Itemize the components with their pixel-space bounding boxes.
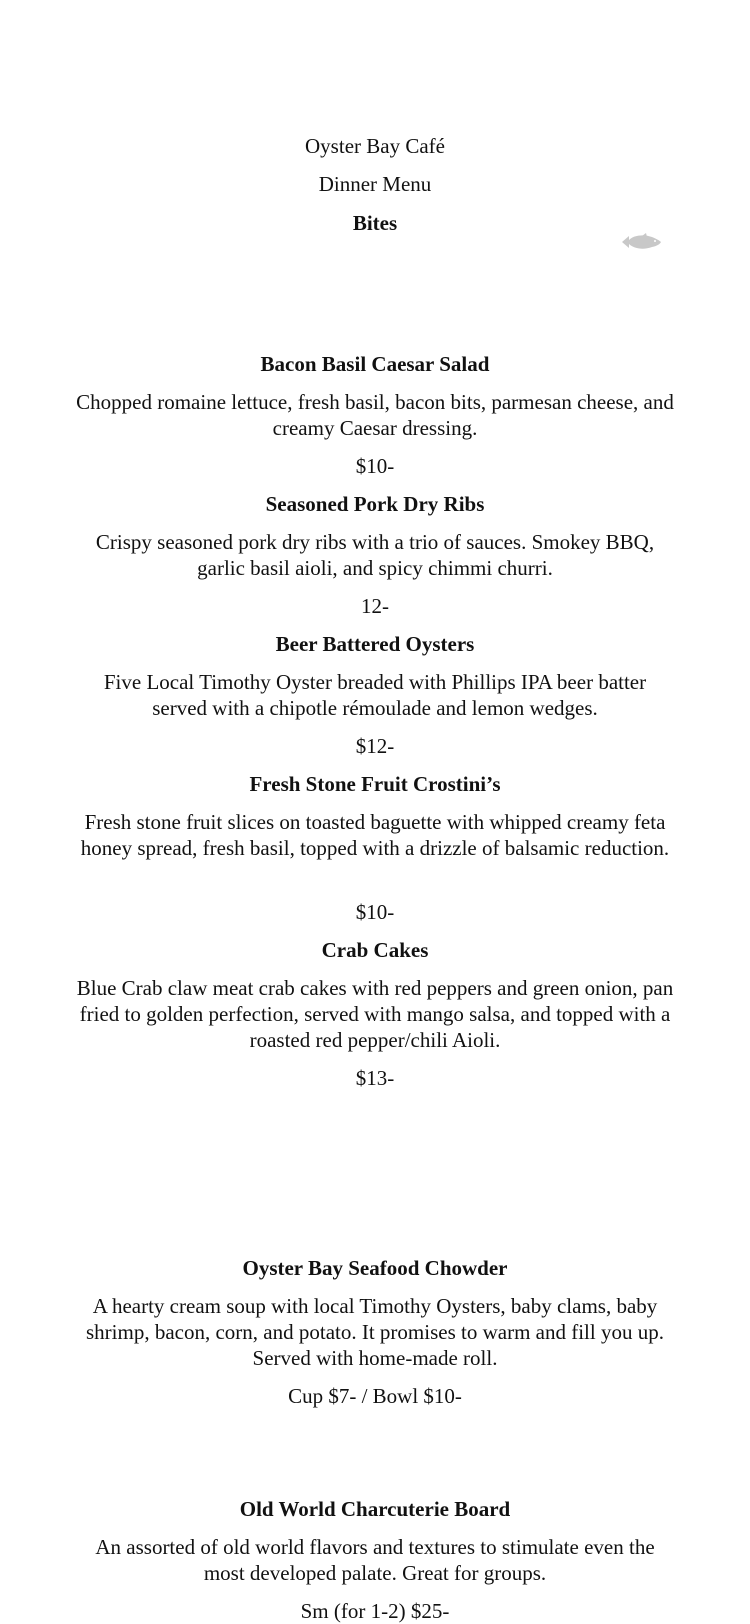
restaurant-name: Oyster Bay Café	[305, 134, 445, 158]
menu-item-description: Chopped romaine lettuce, fresh basil, bacon bits, parmesan cheese, and creamy Caesar dressing.	[76, 390, 674, 440]
menu-item-description: Crispy seasoned pork dry ribs with a trio of sauces. Smokey BBQ, garlic basil aioli, and spicy chimmi churri.	[95, 530, 655, 580]
menu-item-name: Crab Cakes	[321, 938, 429, 962]
menu-item-name: Oyster Bay Seafood Chowder	[242, 1256, 508, 1280]
menu-item-description: Blue Crab claw meat crab cakes with red peppers and green onion, pan fried to golden perfection, served with mango salsa, and topped with a roasted red pepper/chili Aioli.	[76, 976, 674, 1052]
menu-item-name: Bacon Basil Caesar Salad	[260, 352, 490, 376]
menu-item-price: 12-	[361, 594, 389, 618]
menu-item-description: Fresh stone fruit slices on toasted baguette with whipped creamy feta honey spread, fresh basil, topped with a drizzle of balsamic reduction.	[80, 810, 670, 860]
section-heading: Bites	[352, 211, 398, 235]
menu-item-name: Fresh Stone Fruit Crostini’s	[249, 772, 501, 796]
menu-item-price: $10-	[355, 454, 395, 478]
menu-item-name: Seasoned Pork Dry Ribs	[265, 492, 485, 516]
menu-item-name: Beer Battered Oysters	[275, 632, 475, 656]
menu-item-price: $10-	[355, 900, 395, 924]
menu-item-price: Cup $7- / Bowl $10-	[288, 1384, 462, 1408]
menu-item-price: $12-	[355, 734, 395, 758]
fish-icon	[620, 232, 662, 252]
menu-item-description: An assorted of old world flavors and textures to stimulate even the most developed palate. Great for groups.	[95, 1535, 655, 1585]
menu-item-name: Old World Charcuterie Board	[239, 1497, 511, 1521]
menu-item-price: Sm (for 1-2) $25-	[300, 1599, 450, 1623]
menu-item-description: Five Local Timothy Oyster breaded with Phillips IPA beer batter served with a chipotle rémoulade and lemon wedges.	[103, 670, 647, 720]
menu-item-price: $13-	[355, 1066, 395, 1090]
menu-title: Dinner Menu	[318, 172, 432, 196]
menu-item-description: A hearty cream soup with local Timothy Oysters, baby clams, baby shrimp, bacon, corn, and potato. It promises to warm and fill you up. Served with home-made roll.	[86, 1294, 664, 1370]
